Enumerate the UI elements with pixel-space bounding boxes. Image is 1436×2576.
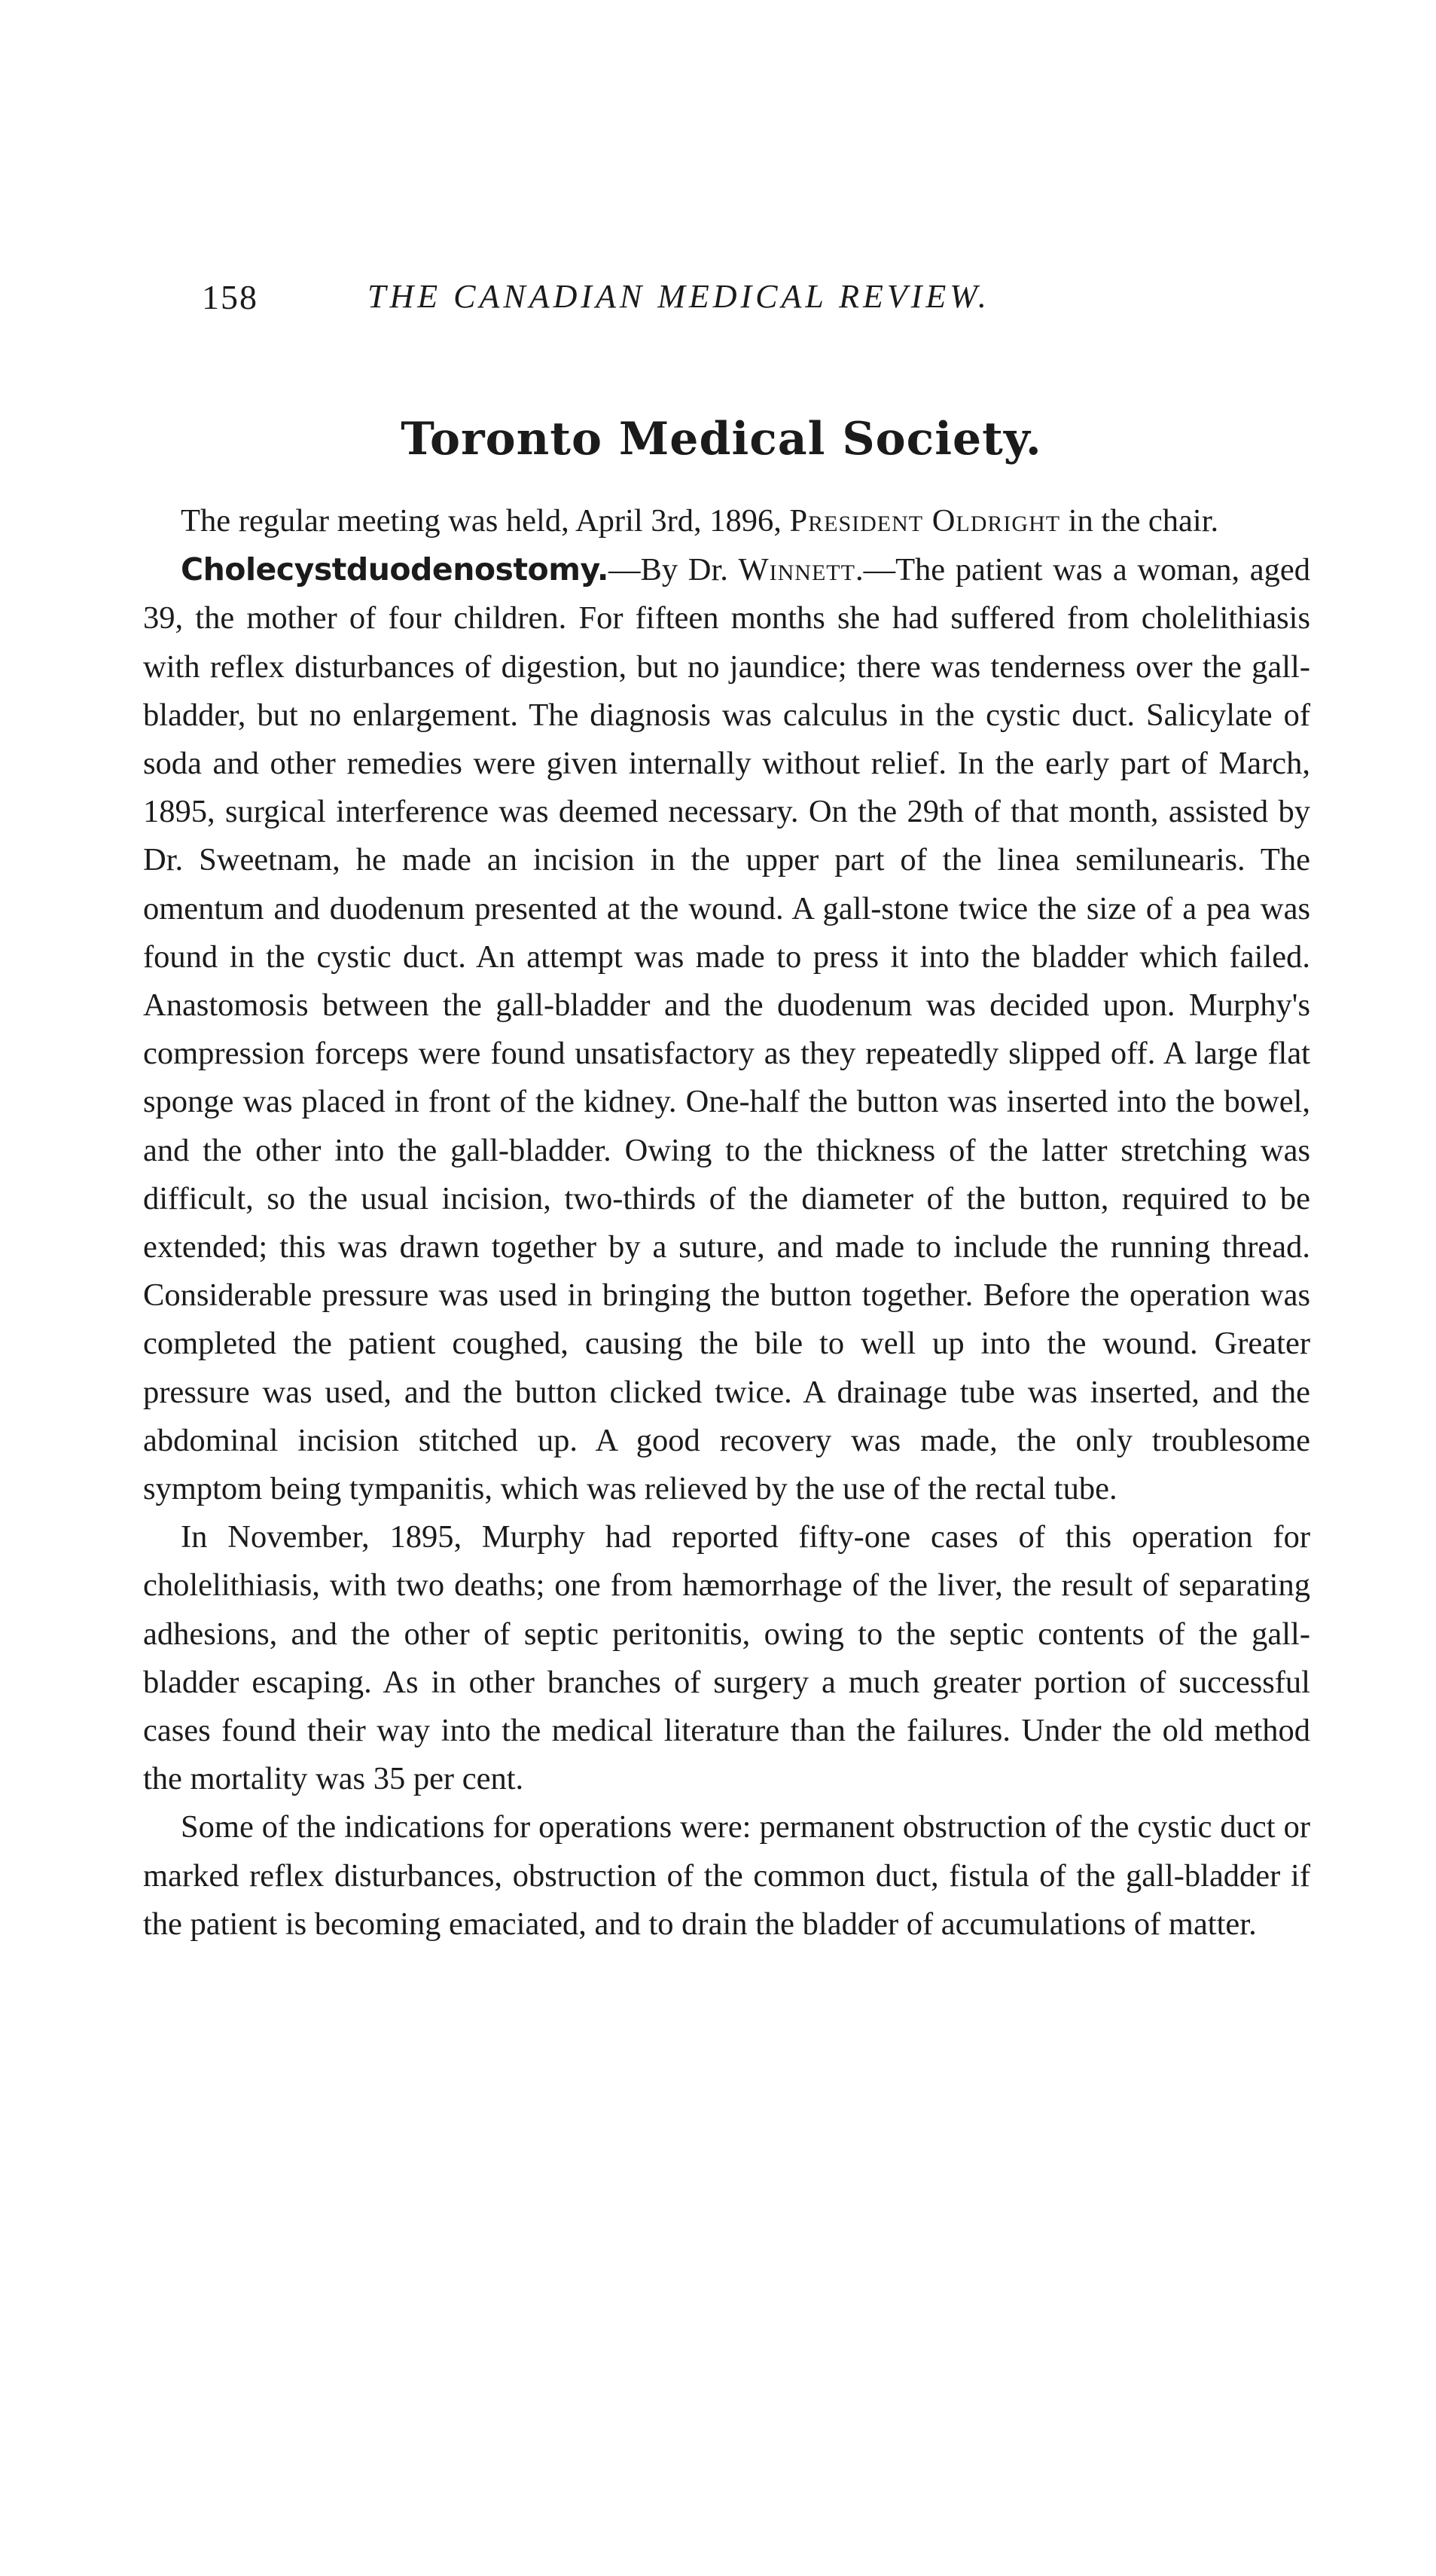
running-head	[202, 277, 1241, 322]
article-body	[143, 497, 1310, 1949]
section-title: Toronto Medical Society.	[401, 413, 1042, 465]
case-byline-prefix: —By Dr.	[608, 552, 739, 588]
president-name: President Oldright	[789, 503, 1061, 539]
meeting-text-start: The regular meeting was held, April 3rd, 1896,	[181, 503, 790, 539]
page-number: 158	[202, 278, 258, 316]
indications-paragraph: Some of the indications for operations were: permanent obstruction of the cystic duct or marked reflex disturbances, obstruction of the common duct, fistula of the gall-bladder if the patient is becoming emaciated, and to drain the bladder of accumulations of matter.	[143, 1809, 1310, 1942]
case-report-paragraph	[143, 545, 1310, 1513]
meeting-text-end: in the chair.	[1060, 503, 1219, 539]
case-text: .—The patient was a woman, aged 39, the mother of four children. For fifteen months she had suffered from cholelithiasis with reflex disturbances of digestion, but no jaundice; there was tenderness over the gall-bladder, but no enlargement. The diagnosis was calculus in the cystic duct. Salicylate of soda and other remedies were given internally without relief. In the early part of March, 1895, surgical interference was deemed necessary. On the 29th of that month, assisted by Dr. Sweetnam, he made an incision in the upper part of the linea semilunearis. The omentum and duodenum presented at the wound. A gall-stone twice the size of a pea was found in the cystic duct. An attempt was made to press it into the bladder which failed. Anastomosis between the gall-bladder and the duodenum was decided upon. Murphy's compression forceps were found unsatisfactory as they repeatedly slipped off. A large flat sponge was placed in front of the kidney. One-half the button was inserted into the bowel, and the other into the gall-bladder. Owing to the thickness of the latter stretching was difficult, so the usual incision, two-thirds of the diameter of the button, required to be extended; this was drawn together by a suture, and made to include the running thread. Considerable pressure was used in bringing the button together. Before the operation was completed the patient coughed, causing the bile to well up into the wound. Greater pressure was used, and the button clicked twice. A drainage tube was inserted, and the abdominal incision stitched up. A good recovery was made, the only troublesome symptom being tympanitis, which was relieved by the use of the rectal tube.	[143, 552, 1310, 1507]
journal-title: THE CANADIAN MEDICAL REVIEW.	[367, 278, 990, 315]
case-author: Winnett	[738, 552, 855, 588]
murphy-paragraph: In November, 1895, Murphy had reported fifty-one cases of this operation for cholelithiasis, with two deaths; one from hæmorrhage of the liver, the result of separating adhesions, and the other of septic peritonitis, owing to the septic contents of the gall-bladder escaping. As in other branches of surgery a much greater portion of successful cases found their way into the medical literature than the failures. Under the old method the mortality was 35 per cent.	[143, 1519, 1310, 1797]
case-heading: Cholecystduodenostomy.	[181, 551, 608, 588]
meeting-paragraph	[143, 497, 1310, 545]
